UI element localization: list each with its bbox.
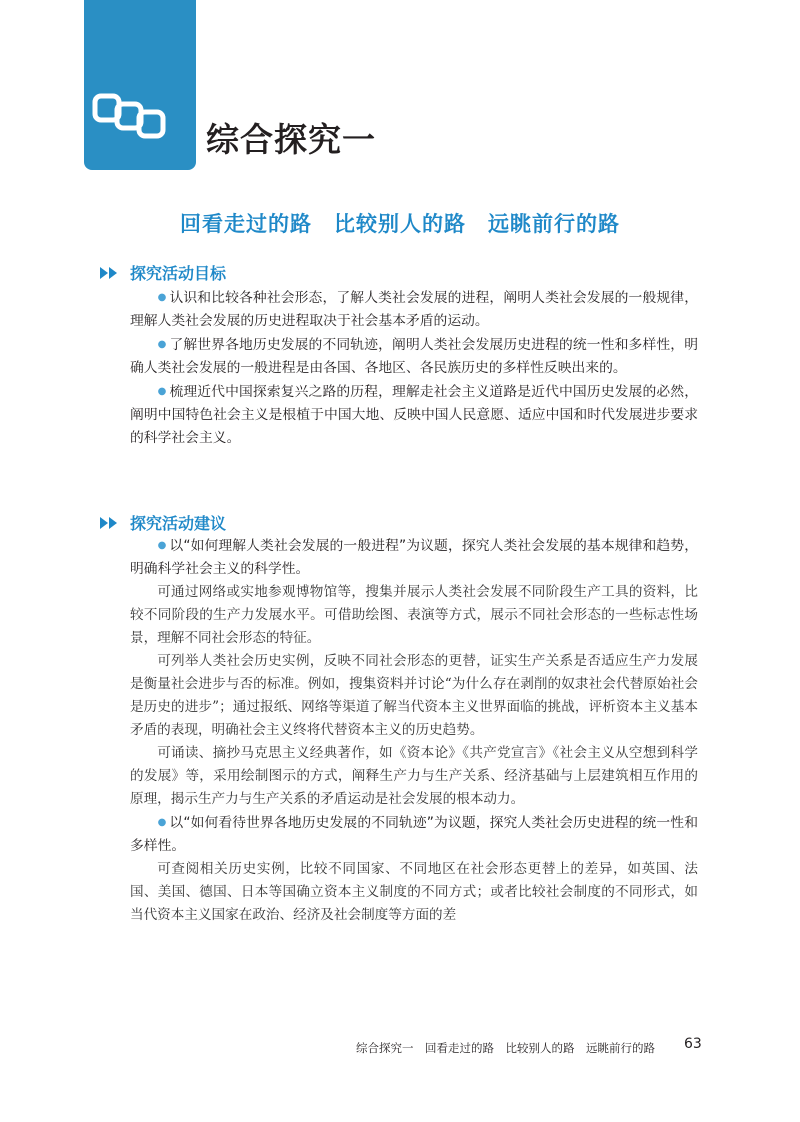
section-heading-goals bbox=[98, 261, 226, 284]
suggestion-note: 可查阅相关历史实例，比较不同国家、不同地区在社会形态更替上的差异，如英国、法国、美国、德国、日本等国确立资本主义制度的不同方式；或者比较社会制度的不同形式，如当代资本主义国家在政治、经济及社会制度等方面的差 bbox=[130, 861, 698, 923]
goal-paragraph: ● 认识和比较各种社会形态，了解人类社会发展的进程，阐明人类社会发展的一般规律，理解人类社会发展的历史进程取决于社会基本矛盾的运动。 bbox=[130, 290, 698, 329]
suggestion-note: 可诵读、摘抄马克思主义经典著作，如《资本论》《共产党宣言》《社会主义从空想到科学的发展》等，采用绘制图示的方式，阐释生产力与生产关系、经济基础与上层建筑相互作用的原理，揭示生产力与生产关系的矛盾运动是社会发展的根本动力。 bbox=[130, 745, 698, 807]
section-heading-label: 探究活动建议 bbox=[130, 514, 227, 533]
running-footer: 综合探究一 回看走过的路 比较别人的路 远眺前行的路 bbox=[356, 1041, 655, 1055]
section-goals-content bbox=[130, 286, 698, 450]
double-arrow-icon bbox=[98, 265, 124, 281]
section-suggestions-content bbox=[130, 534, 698, 927]
chapter-subtitle: 回看走过的路 比较别人的路 远眺前行的路 bbox=[180, 212, 620, 236]
page-number: 63 bbox=[684, 1036, 702, 1052]
bullet-dot-icon: ● bbox=[157, 817, 167, 828]
suggestion-note: 可通过网络或实地参观博物馆等，搜集并展示人类社会发展不同阶段生产工具的资料，比较不同阶段的生产力发展水平。可借助绘图、表演等方式，展示不同社会形态的一些标志性场景，理解不同社会形态的特征。 bbox=[130, 584, 698, 646]
chapter-header-block bbox=[84, 0, 196, 170]
suggestion-note: 可列举人类社会历史实例，反映不同社会形态的更替，证实生产关系是否适应生产力发展是衡量社会进步与否的标准。例如，搜集资料并讨论“为什么存在剥削的奴隶社会代替原始社会是历史的进步”；通过报纸、网络等渠道了解当代资本主义世界面临的挑战，评析资本主义基本矛盾的表现，明确社会主义终将代替资本主义的历史趋势。 bbox=[130, 653, 698, 738]
bullet-dot-icon: ● bbox=[157, 339, 167, 350]
bullet-dot-icon: ● bbox=[157, 540, 167, 551]
section-heading-label: 探究活动目标 bbox=[130, 264, 227, 283]
bullet-dot-icon: ● bbox=[157, 386, 167, 397]
double-arrow-icon bbox=[98, 515, 124, 531]
suggestion-bullet: ● 以“如何理解人类社会发展的一般进程”为议题，探究人类社会发展的基本规律和趋势，明确科学社会主义的科学性。 bbox=[130, 538, 698, 577]
chapter-title: 综合探究一 bbox=[206, 120, 376, 159]
section-heading-suggestions bbox=[98, 511, 226, 534]
suggestion-bullet: ● 以“如何看待世界各地历史发展的不同轨迹”为议题，探究人类社会历史进程的统一性和多样性。 bbox=[130, 815, 698, 854]
linked-squares-icon bbox=[92, 92, 172, 152]
bullet-dot-icon: ● bbox=[157, 292, 167, 303]
goal-paragraph: ● 梳理近代中国探索复兴之路的历程，理解走社会主义道路是近代中国历史发展的必然，阐明中国特色社会主义是根植于中国大地、反映中国人民意愿、适应中国和时代发展进步要求的科学社会主义。 bbox=[130, 384, 698, 446]
goal-paragraph: ● 了解世界各地历史发展的不同轨迹，阐明人类社会发展历史进程的统一性和多样性，明确人类社会发展的一般进程是由各国、各地区、各民族历史的多样性反映出来的。 bbox=[130, 337, 698, 376]
